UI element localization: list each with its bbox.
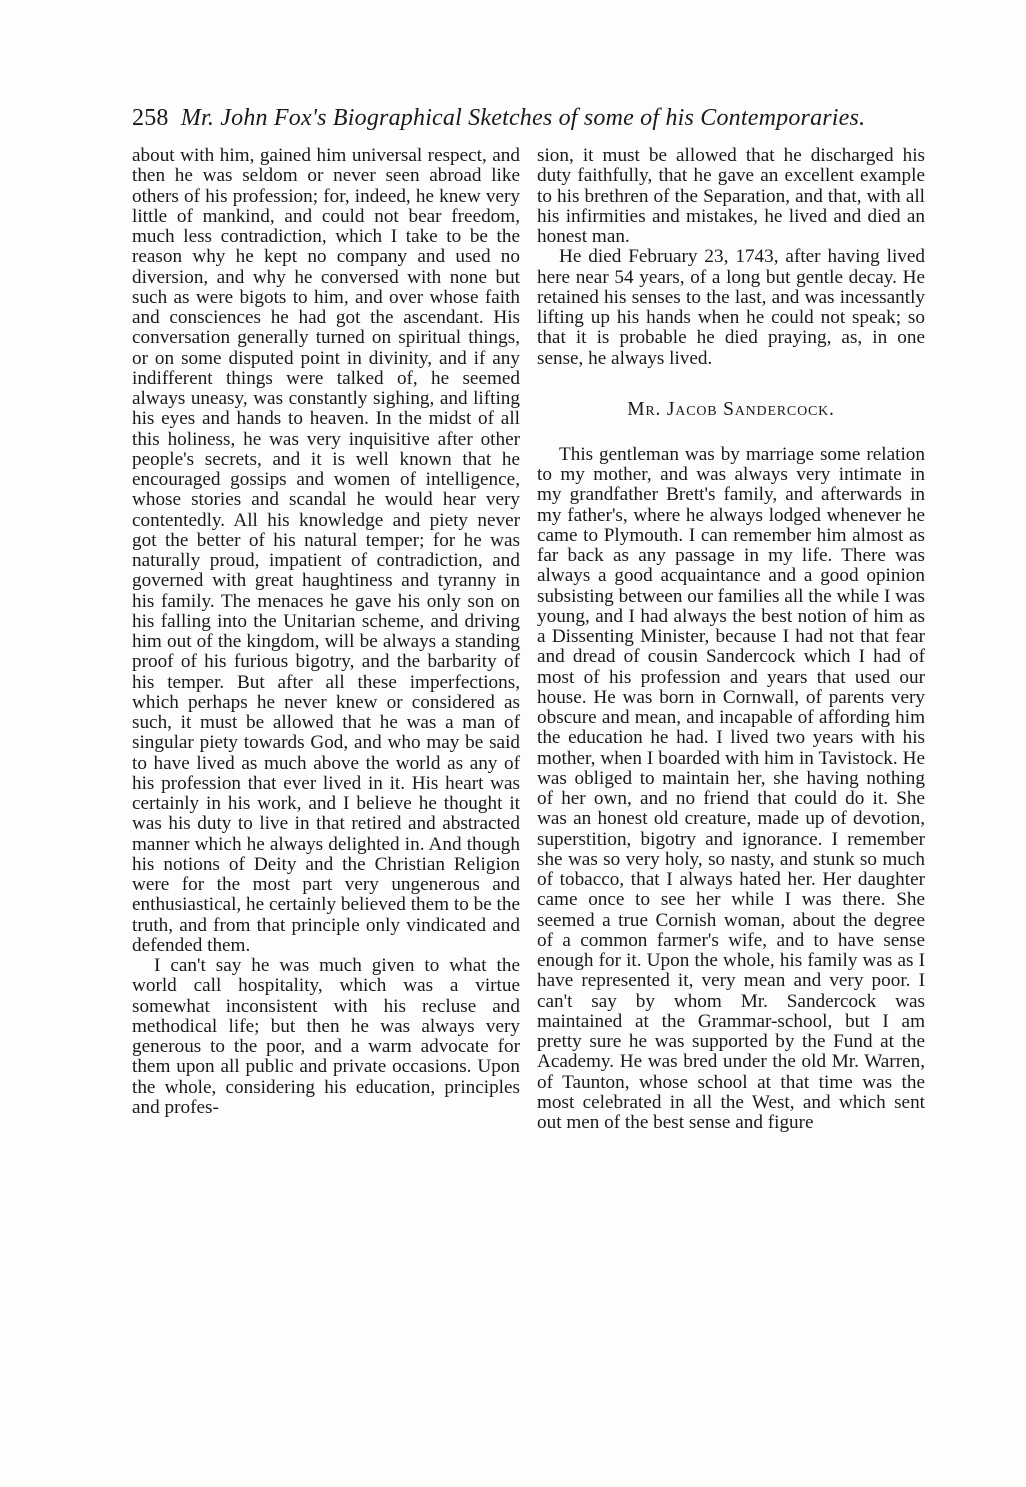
left-paragraph-1: about with him, gained him universal respect, and then he was seldom or never seen abroad like others of his profession; for, indeed, he knew very little of mankind, and could not bear freedom, much less contradiction, which I take to be the reason why he kept no company and used no diversion, and why he conversed with none but such as were bigots to him, and over whose faith and consciences he had got the ascendant. His conversation generally turned on spiritual things, or on some disputed point in divinity, and if any indifferent things were talked of, he seemed always uneasy, was constantly sighing, and lifting his eyes and hands to heaven. In the midst of all this holiness, he was very inquisitive after other people's secrets, and it is well known that he encouraged gossips and women of intelligence, whose stories and scandal he would hear very contentedly. All his knowledge and piety never got the better of his natural temper; for he was naturally proud, impatient of contradiction, and governed with great haughtiness and tyranny in his family. The menaces he gave his only son on his falling into the Unitarian scheme, and driving him out of the kingdom, will be always a standing proof of his furious bigotry, and the barbarity of his temper. But after all these imperfections, which perhaps he never knew or considered as such, it must be allowed that he was a man of singular piety towards God, and who may be said to have lived as much above the world as any of his profession that ever lived in it. His heart was certainly in his work, and I believe he thought it was his duty to live in that retired and abstracted manner which he always delighted in. And though his notions of Deity and the Christian Religion were for the most part very ungenerous and enthusiastical, he certainly believed them to be the truth, and from that principle only vindicated and defended them.: [132, 145, 520, 956]
running-head: [132, 103, 912, 133]
page-number: 258: [132, 105, 169, 131]
right-paragraph-2: He died February 23, 1743, after having lived here near 54 years, of a long but gentle decay. He retained his senses to the last, and was incessantly lifting up his hands when he could not speak; so that it is probable he died praying, as, in one sense, he always lived.: [537, 246, 925, 369]
section-heading: Mr. Jacob Sandercock.: [627, 398, 835, 420]
right-paragraph-3: This gentleman was by marriage some relation to my mother, and was always very intimate in my grandfather Brett's family, and afterwards in my father's, where he always lodged whenever he came to Plymouth. I can remember him almost as far back as any passage in my life. There was always a good acquaintance and a good opinion subsisting between our families all the while I was young, and I had always the best notion of him as a Dissenting Minister, because I had not that fear and dread of cousin Sandercock which I had of most of his profession and years that used our house. He was born in Cornwall, of parents very obscure and mean, and incapable of affording him the education he had. I lived two years with his mother, when I boarded with him in Tavistock. He was obliged to maintain her, she having nothing of her own, and no friend that could do it. She was an honest old creature, made up of devotion, superstition, bigotry and ignorance. I remember she was so very holy, so nasty, and stunk so much of tobacco, that I always hated her. Her daughter came once to see her while I was there. She seemed a true Cornish woman, about the degree of a common farmer's wife, and to have sense enough for it. Upon the whole, his family was as I have represented it, very mean and very poor. I can't say by whom Mr. Sandercock was maintained at the Grammar-school, but I am pretty sure he was supported by the Fund at the Academy. He was bred under the old Mr. Warren, of Taunton, whose school at that time was the most celebrated in all the West, and which sent out men of the best sense and figure: [537, 443, 925, 1133]
right-paragraph-1: sion, it must be allowed that he discharged his duty faithfully, that he gave an excellent example to his brethren of the Separation, and that, with all his infirmities and mistakes, he lived and died an honest man.: [537, 145, 925, 247]
running-title: Mr. John Fox's Biographical Sketches of some of his Contemporaries.: [180, 105, 866, 131]
left-column: [132, 146, 520, 1118]
left-paragraph-2: I can't say he was much given to what the world call hospitality, which was a virtue somewhat inconsistent with his recluse and methodical life; but then he was always very generous to the poor, and a warm advocate for them upon all public and private occasions. Upon the whole, considering his education, principles and profes-: [132, 955, 520, 1118]
right-column: [537, 146, 925, 1133]
